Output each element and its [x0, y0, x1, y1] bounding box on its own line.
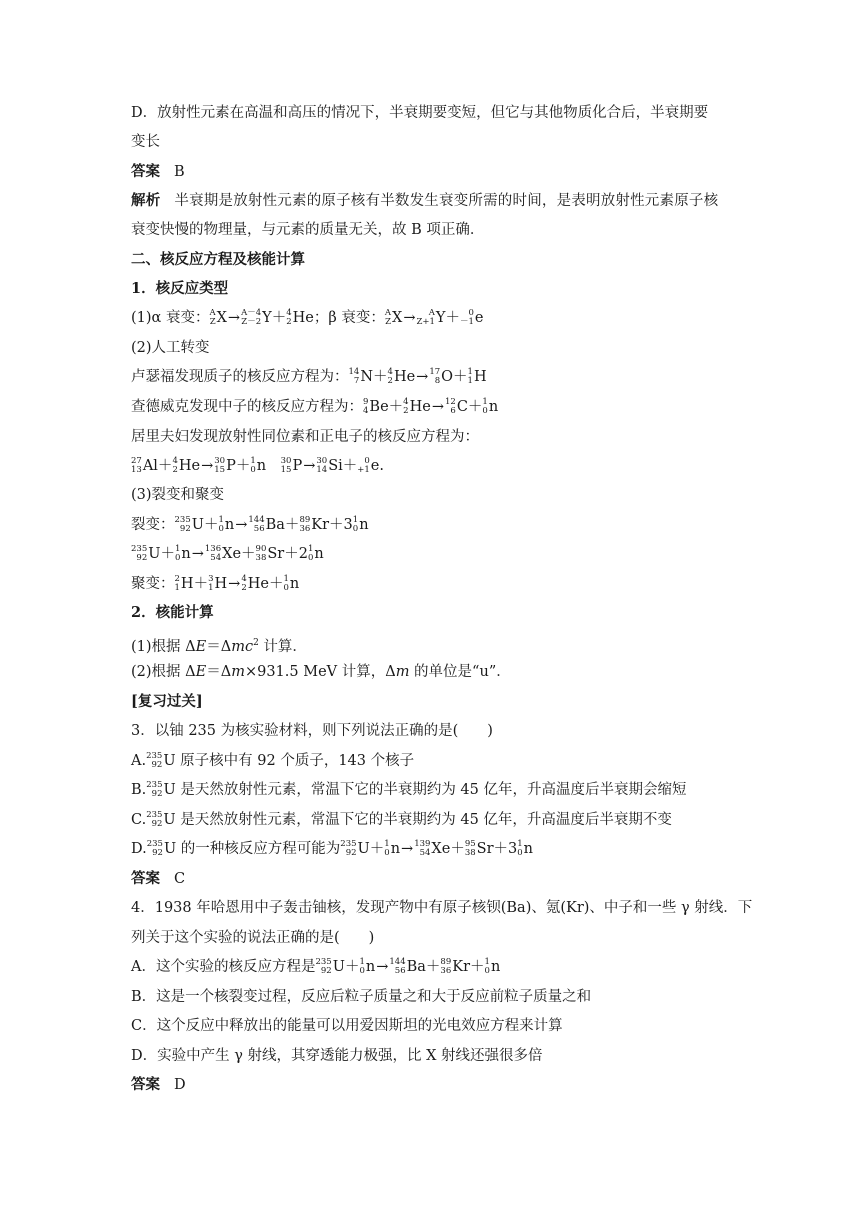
isotope-u235h: 235 92: [315, 957, 332, 976]
answer-value: B: [174, 164, 185, 180]
isotope-u235g: 235 92: [340, 839, 357, 858]
fission-fusion-heading: (3)裂变和聚变: [131, 487, 225, 503]
answer-label: 答案: [131, 163, 160, 180]
q3-c-letter: C.: [131, 812, 147, 828]
subsection-heading-2: 2．核能计算: [131, 604, 214, 621]
isotope-n1d: 1 0: [352, 515, 359, 534]
option-d-line: D．放射性元素在高温和高压的情况下，半衰期要变短，但它与其他物质化合后，半衰期要: [131, 105, 709, 121]
chadwick-line: 查德威克发现中子的核反应方程为： 9 4 Be＋ 4 2 He→ 12 6 C＋ 1 0 n: [131, 397, 499, 416]
isotope-n1f: 1 0: [307, 544, 314, 563]
question-4-cont: 列关于这个实验的说法正确的是( ): [131, 930, 375, 946]
q4-option-c: C．这个反应中释放出的能量可以用爱因斯坦的光电效应方程来计算: [131, 1018, 563, 1034]
q4-answer-line: [131, 1075, 186, 1095]
isotope-e+: 0 +1: [357, 456, 370, 475]
isotope-y2: A Z+1: [416, 308, 435, 327]
isotope-he4c: 4 2: [172, 456, 178, 475]
isotope-kr89b: 89 36: [440, 957, 452, 976]
isotope-ba144: 144 56: [248, 515, 265, 534]
subsection-heading-1: 1．核反应类型: [131, 280, 229, 297]
analysis-line-cont: 衰变快慢的物理量，与元素的质量无关，故 B 项正确．: [131, 222, 485, 238]
q3-option-c: [131, 810, 672, 830]
isotope-p30: 30 15: [214, 456, 226, 475]
isotope-ba144b: 144 56: [389, 957, 406, 976]
analysis-label: 解析: [131, 192, 161, 209]
isotope-sr95: 95 38: [464, 839, 476, 858]
e1-symbol-mc: mc: [231, 638, 254, 655]
q4-answer-value: D: [174, 1077, 186, 1093]
isotope-n1j: 1 0: [359, 957, 365, 976]
isotope-u235f: 235 92: [146, 839, 163, 858]
q4-answer-label: 答案: [131, 1076, 160, 1093]
isotope-x2: A Z: [384, 308, 391, 327]
isotope-h2: 2 1: [174, 574, 180, 593]
q3-b-text: U 是天然放射性元素，常温下它的半衰期约为 45 亿年，升高温度后半衰期会缩短: [163, 782, 687, 798]
isotope-he4b: 4 2: [403, 397, 409, 416]
isotope-y: A－4 Z－2: [241, 308, 262, 327]
q3-option-a: [131, 751, 414, 771]
q4-option-b: B．这是一个核裂变过程，反应后粒子质量之和大于反应前粒子质量之和: [131, 989, 592, 1005]
isotope-he4d: 4 2: [241, 574, 247, 593]
q3-a-text: U 原子核中有 92 个质子，143 个核子: [163, 753, 415, 769]
fission-line-2: 235 92 U＋ 1 0 n→ 136 54 Xe＋ 90 38 Sr＋2 1 0 n: [131, 544, 324, 563]
q3-d-letter: D.: [131, 841, 147, 857]
chadwick-label: 查德威克发现中子的核反应方程为：: [131, 399, 363, 415]
q3-b-letter: B.: [131, 782, 147, 798]
isotope-n1c: 1 0: [218, 515, 224, 534]
e2-symbol-e: E: [195, 664, 207, 680]
isotope-u235: 235 92: [174, 515, 191, 534]
isotope-x: A Z: [209, 308, 216, 327]
isotope-n1b: 1 0: [250, 456, 256, 475]
e1-symbol-e: E: [195, 638, 207, 655]
q4-a-text: A．这个实验的核反应方程是: [131, 959, 316, 975]
isotope-xe136: 136 54: [204, 544, 222, 563]
alpha-label: (1)α 衰变：: [131, 310, 210, 326]
isotope-xe139: 139 54: [414, 839, 431, 858]
isotope-si30: 30 14: [316, 456, 328, 475]
e1-exponent: 2: [253, 638, 259, 648]
e2-symbol-m: m: [231, 664, 245, 680]
fission-line-1: 裂变： 235 92 U＋ 1 0 n→ 144 56 Ba＋ 89 36 Kr＋3 1 0 n: [131, 515, 369, 534]
isotope-c12: 12 6: [444, 397, 456, 416]
question-3: 3．以铀 235 为核实验材料，则下列说法正确的是( ): [131, 723, 493, 739]
fusion-line: 聚变： 2 1 H＋ 3 1 H→ 4 2 He＋ 1 0 n: [131, 574, 300, 593]
beta-label: ；β 衰变：: [313, 310, 385, 326]
isotope-he: 4 2: [286, 308, 292, 327]
q3-c-text: U 是天然放射性元素，常温下它的半衰期约为 45 亿年，升高温度后半衰期不变: [163, 812, 672, 828]
q3-answer-value: C: [174, 871, 186, 887]
section-heading: 二、核反应方程及核能计算: [131, 251, 305, 268]
e1-suffix: 计算．: [258, 638, 307, 655]
e2-symbol-m2: m: [395, 664, 410, 680]
analysis-line: [131, 191, 718, 211]
isotope-n1: 1 0: [482, 397, 488, 416]
isotope-o17: 17 8: [429, 367, 441, 386]
isotope-n1h: 1 0: [384, 839, 390, 858]
q4-option-a: A．这个实验的核反应方程是 235 92 U＋ 1 0 n→ 144 56 Ba＋ 89 36 Kr＋ 1 0 n: [131, 957, 501, 976]
e2-middle: ×931.5 MeV 计算，Δ: [244, 664, 396, 680]
e2-prefix: (2)根据 Δ: [131, 664, 196, 680]
e1-prefix: (1)根据 Δ: [131, 638, 196, 655]
isotope-u235b: 235 92: [131, 544, 148, 563]
artificial-heading: (2)人工转变: [131, 340, 210, 356]
q3-answer-line: [131, 869, 185, 889]
isotope-n14: 14 7: [348, 367, 360, 386]
isotope-u235c: 235 92: [146, 751, 163, 770]
energy-formula-2: [131, 662, 511, 682]
option-d-line-cont: 变长: [131, 134, 160, 150]
question-4: 4．1938 年哈恩用中子轰击铀核，发现产物中有原子核钡(Ba)、氪(Kr)、中子和一些 γ 射线．下: [131, 900, 753, 916]
rutherford-line: 卢瑟福发现质子的核反应方程为： 14 7 N＋ 4 2 He→ 17 8 O＋ 1 1 H: [131, 367, 487, 386]
curie-equations: 27 13 Al＋ 4 2 He→ 30 15 P＋ 1 0 n 30 15 P→ 30 14 Si＋ 0 +1 e.: [131, 456, 384, 475]
isotope-h3: 3 1: [208, 574, 214, 593]
rutherford-label: 卢瑟福发现质子的核反应方程为：: [131, 369, 349, 385]
isotope-kr89: 89 36: [299, 515, 311, 534]
isotope-al27: 27 13: [131, 456, 142, 475]
q3-option-d: D. 235 92 U 的一种核反应方程可能为 235 92 U＋ 1 0 n→ 139 54 Xe＋ 95 38 Sr＋3 1 0 n: [131, 839, 534, 858]
q3-a-letter: A.: [131, 753, 147, 769]
isotope-h1: 1 1: [467, 367, 473, 386]
isotope-n1g: 1 0: [283, 574, 289, 593]
fission-label: 裂变：: [131, 517, 175, 533]
e2-equals: ＝Δ: [206, 664, 232, 680]
q3-option-b: [131, 780, 687, 800]
isotope-n1k: 1 0: [484, 957, 490, 976]
isotope-be9: 9 4: [363, 397, 369, 416]
analysis-text: 半衰期是放射性元素的原子核有半数发生衰变所需的时间，是表明放射性元素原子核: [174, 193, 719, 209]
isotope-n1e: 1 0: [174, 544, 181, 563]
energy-formula-1: [131, 633, 307, 657]
decay-equations: (1)α 衰变： A Z X→ A－4 Z－2 Y＋ 4 2 He；β 衰变： A Z X→ A Z+1 Y＋ 0 －1 e: [131, 308, 484, 327]
isotope-sr90: 90 38: [255, 544, 267, 563]
q3-d-text: U 的一种核反应方程可能为: [163, 841, 341, 857]
isotope-u235e: 235 92: [146, 810, 163, 829]
isotope-he4: 4 2: [387, 367, 393, 386]
review-heading: [复习过关]: [131, 693, 203, 710]
isotope-u235d: 235 92: [146, 780, 163, 799]
isotope-n1i: 1 0: [517, 839, 523, 858]
q4-option-d: D．实验中产生 γ 射线，其穿透能力极强，比 X 射线还强很多倍: [131, 1048, 543, 1064]
q3-answer-label: 答案: [131, 870, 160, 887]
e2-suffix: 的单位是“u”．: [409, 664, 511, 680]
curie-line: 居里夫妇发现放射性同位素和正电子的核反应方程为：: [131, 429, 479, 445]
isotope-e: 0 －1: [460, 308, 474, 327]
fusion-label: 聚变：: [131, 576, 175, 592]
answer-line: [131, 162, 185, 182]
isotope-p30b: 30 15: [280, 456, 292, 475]
e1-equals: ＝Δ: [206, 638, 232, 655]
